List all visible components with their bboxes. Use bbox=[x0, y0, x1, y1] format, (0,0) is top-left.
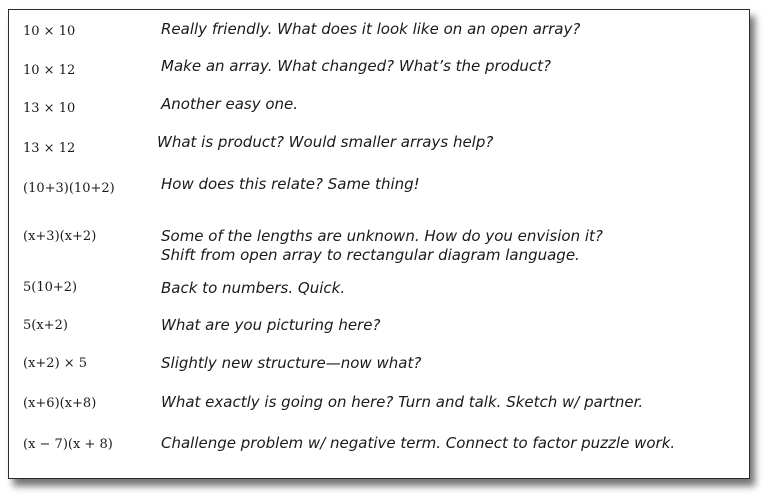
note-cell bbox=[161, 227, 603, 265]
note-line-2: Shift from open array to rectangular diagram language. bbox=[161, 246, 580, 264]
expression-cell: 13 × 10 bbox=[23, 101, 76, 116]
expression-cell: (x+6)(x+8) bbox=[23, 396, 97, 411]
expression-cell: 10 × 12 bbox=[23, 63, 76, 78]
note-cell: What is product? Would smaller arrays help? bbox=[157, 133, 494, 151]
expression-cell: (10+3)(10+2) bbox=[23, 181, 115, 196]
expression-cell: 5(10+2) bbox=[23, 280, 78, 295]
expression-cell: (x+3)(x+2) bbox=[23, 229, 97, 244]
note-cell: Another easy one. bbox=[161, 95, 299, 113]
note-cell: Make an array. What changed? What’s the product? bbox=[161, 57, 552, 75]
expression-cell: 5(x+2) bbox=[23, 318, 68, 333]
expression-cell: 10 × 10 bbox=[23, 24, 76, 39]
note-cell: Back to numbers. Quick. bbox=[161, 279, 346, 297]
note-cell: What are you picturing here? bbox=[161, 316, 381, 334]
note-cell: What exactly is going on here? Turn and talk. Sketch w/ partner. bbox=[161, 393, 644, 411]
expression-cell: (x+2) × 5 bbox=[23, 356, 88, 371]
note-cell: Challenge problem w/ negative term. Connect to factor puzzle work. bbox=[161, 434, 676, 452]
expression-cell: 13 × 12 bbox=[23, 141, 76, 156]
prompt-table bbox=[8, 9, 750, 479]
note-cell: Really friendly. What does it look like on an open array? bbox=[161, 20, 581, 38]
note-cell: Slightly new structure—now what? bbox=[161, 354, 422, 372]
note-cell: How does this relate? Same thing! bbox=[161, 175, 420, 193]
note-line-1: Some of the lengths are unknown. How do you envision it? bbox=[161, 227, 603, 245]
expression-cell: (x − 7)(x + 8) bbox=[23, 437, 113, 452]
